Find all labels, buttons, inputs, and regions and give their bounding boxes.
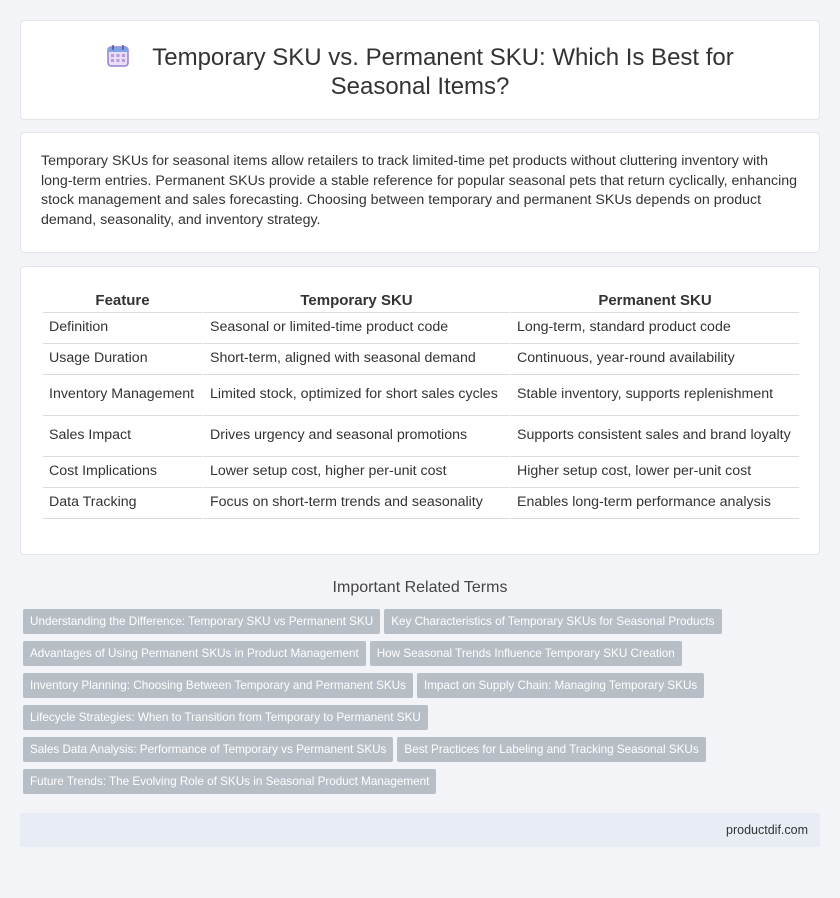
column-header: Feature — [43, 289, 202, 313]
related-term-tag[interactable]: Lifecycle Strategies: When to Transition from Temporary to Permanent SKU — [23, 705, 428, 730]
table-cell: Usage Duration — [43, 344, 202, 375]
column-header: Temporary SKU — [202, 289, 509, 313]
related-term-tag[interactable]: How Seasonal Trends Influence Temporary SKU Creation — [370, 641, 682, 666]
intro-paragraph: Temporary SKUs for seasonal items allow retailers to track limited-time pet products without cluttering inventory with long-term entries. Permanent SKUs provide a stable reference for popular seasonal pets that return cyclically, enhancing stock management and sales forecasting. Choosing between temporary and permanent SKUs depends on product demand, seasonality, and inventory strategy. — [41, 153, 798, 228]
page-title-text: Temporary SKU vs. Permanent SKU: Which Is Best for Seasonal Items? — [152, 44, 734, 100]
table-cell: Focus on short-term trends and seasonality — [202, 488, 509, 519]
table-row — [43, 416, 799, 457]
table-cell: Supports consistent sales and brand loyalty — [509, 416, 799, 457]
table-header-row — [43, 289, 799, 313]
table-cell: Drives urgency and seasonal promotions — [202, 416, 509, 457]
related-term-tag[interactable]: Sales Data Analysis: Performance of Temporary vs Permanent SKUs — [23, 737, 393, 762]
table-row — [43, 313, 799, 344]
table-cell: Lower setup cost, higher per-unit cost — [202, 457, 509, 488]
table-cell: Stable inventory, supports replenishment — [509, 375, 799, 416]
table-cell: Higher setup cost, lower per-unit cost — [509, 457, 799, 488]
table-cell: Cost Implications — [43, 457, 202, 488]
related-term-tag[interactable]: Inventory Planning: Choosing Between Temporary and Permanent SKUs — [23, 673, 413, 698]
table-cell: Continuous, year-round availability — [509, 344, 799, 375]
column-header: Permanent SKU — [509, 289, 799, 313]
related-term-tag[interactable]: Understanding the Difference: Temporary SKU vs Permanent SKU — [23, 609, 380, 634]
footer-site-link[interactable]: productdif.com — [726, 823, 808, 837]
intro-card — [20, 132, 820, 253]
related-term-tag[interactable]: Advantages of Using Permanent SKUs in Product Management — [23, 641, 366, 666]
table-cell: Seasonal or limited-time product code — [202, 313, 509, 344]
footer — [20, 813, 820, 847]
comparison-table — [43, 289, 799, 519]
related-term-tag[interactable]: Future Trends: The Evolving Role of SKUs in Seasonal Product Management — [23, 769, 436, 794]
table-cell: Sales Impact — [43, 416, 202, 457]
table-row — [43, 344, 799, 375]
related-term-tag[interactable]: Key Characteristics of Temporary SKUs for Seasonal Products — [384, 609, 721, 634]
table-cell: Long-term, standard product code — [509, 313, 799, 344]
table-cell: Data Tracking — [43, 488, 202, 519]
header-card — [20, 20, 820, 120]
table-cell: Short-term, aligned with seasonal demand — [202, 344, 509, 375]
related-terms-title: Important Related Terms — [332, 579, 508, 596]
table-cell: Inventory Management — [43, 375, 202, 416]
related-terms-list — [23, 609, 820, 801]
page-title — [60, 43, 780, 101]
comparison-table-card — [20, 266, 820, 555]
related-term-tag[interactable]: Impact on Supply Chain: Managing Temporary SKUs — [417, 673, 704, 698]
table-cell: Definition — [43, 313, 202, 344]
table-cell: Limited stock, optimized for short sales cycles — [202, 375, 509, 416]
table-row — [43, 375, 799, 416]
table-row — [43, 488, 799, 519]
calendar-icon — [106, 44, 130, 68]
related-term-tag[interactable]: Best Practices for Labeling and Tracking Seasonal SKUs — [397, 737, 705, 762]
table-row — [43, 457, 799, 488]
table-cell: Enables long-term performance analysis — [509, 488, 799, 519]
